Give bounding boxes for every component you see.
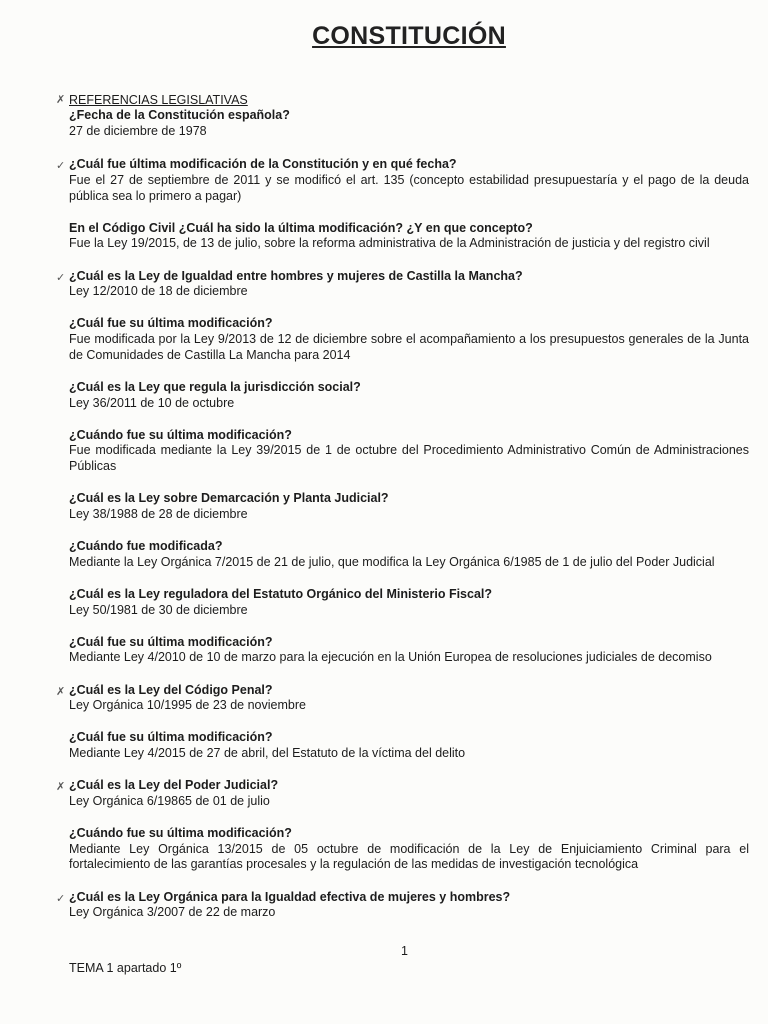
question: ¿Cuál es la Ley del Poder Judicial?	[69, 778, 279, 793]
answer: Fue modificada por la Ley 9/2013 de 12 de diciembre sobre el acompañamiento a los presupuestos generales de la Junta de Comunidades de Castilla La Mancha para 2014	[69, 331, 749, 362]
answer: Ley 12/2010 de 18 de diciembre	[69, 284, 248, 299]
answer: Fue la Ley 19/2015, de 13 de julio, sobre la reforma administrativa de la Administración de justicia y del registro civil	[69, 236, 710, 251]
qa-item	[69, 587, 749, 618]
question: ¿Cuál es la Ley reguladora del Estatuto Orgánico del Ministerio Fiscal?	[69, 587, 493, 602]
answer: Mediante Ley 4/2010 de 10 de marzo para la ejecución en la Unión Europea de resoluciones judiciales de decomiso	[69, 650, 712, 665]
answer: 27 de diciembre de 1978	[69, 123, 207, 138]
answer: Fue el 27 de septiembre de 2011 y se modificó el art. 135 (concepto estabilidad presupuestaría y el pago de la deuda pública sea lo primero a pagar)	[69, 172, 749, 203]
handwritten-mark-icon: ✓	[56, 270, 66, 284]
qa-item	[69, 730, 749, 761]
qa-item	[69, 316, 749, 363]
question: ¿Cuándo fue su última modificación?	[69, 427, 292, 442]
qa-item	[56, 682, 749, 714]
question: ¿Cuál fue su última modificación?	[69, 634, 273, 649]
question: ¿Cuándo fue su última modificación?	[69, 826, 292, 841]
document-title: CONSTITUCIÓN	[312, 22, 506, 50]
question: ¿Cuál fue su última modificación?	[69, 316, 273, 331]
question: ¿Cuál es la Ley Orgánica para la Igualdad efectiva de mujeres y hombres?	[69, 889, 511, 904]
qa-item	[56, 157, 749, 204]
question: ¿Cuál fue última modificación de la Constitución y en qué fecha?	[69, 157, 457, 172]
handwritten-mark-icon: ✓	[56, 891, 66, 905]
answer: Mediante Ley Orgánica 13/2015 de 05 octubre de modificación de la Ley de Enjuiciamiento Criminal para el fortalecimiento de las garantías procesales y la regulación de las medidas de investigación tecnológica	[69, 841, 749, 872]
answer: Ley Orgánica 6/19865 de 01 de julio	[69, 793, 270, 808]
answer: Ley 38/1988 de 28 de diciembre	[69, 506, 248, 521]
answer: Mediante la Ley Orgánica 7/2015 de 21 de julio, que modifica la Ley Orgánica 6/1985 de 1 de julio del Poder Judicial	[69, 554, 715, 569]
qa-item	[69, 221, 749, 252]
qa-item	[69, 428, 749, 475]
handwritten-mark-icon: ✗	[56, 780, 66, 794]
question: ¿Cuál es la Ley sobre Demarcación y Planta Judicial?	[69, 491, 389, 506]
question: ¿Cuál es la Ley del Código Penal?	[69, 682, 273, 697]
question: ¿Fecha de la Constitución española?	[69, 108, 290, 122]
answer: Ley Orgánica 3/2007 de 22 de marzo	[69, 905, 276, 920]
qa-item	[56, 268, 749, 300]
handwritten-mark-icon: ✗	[56, 684, 66, 698]
qa-item	[69, 108, 749, 139]
handwritten-mark-icon: ✓	[56, 159, 66, 173]
qa-item	[69, 635, 749, 666]
answer: Ley 36/2011 de 10 de octubre	[69, 395, 235, 410]
qa-item	[69, 380, 749, 411]
question: ¿Cuándo fue modificada?	[69, 539, 223, 554]
question: ¿Cuál es la Ley de Igualdad entre hombres y mujeres de Castilla la Mancha?	[69, 268, 523, 283]
question: ¿Cuál fue su última modificación?	[69, 730, 273, 745]
answer: Ley 50/1981 de 30 de diciembre	[69, 602, 248, 617]
qa-item	[56, 889, 749, 921]
qa-item	[69, 491, 749, 522]
handwritten-mark-icon: ✗	[56, 93, 66, 106]
qa-item	[69, 539, 749, 570]
answer: Mediante Ley 4/2015 de 27 de abril, del Estatuto de la víctima del delito	[69, 745, 466, 760]
page-footer: TEMA 1 apartado 1º	[69, 961, 182, 975]
section-heading: REFERENCIAS LEGISLATIVAS	[69, 93, 248, 107]
answer: Ley Orgánica 10/1995 de 23 de noviembre	[69, 698, 306, 713]
question: ¿Cuál es la Ley que regula la jurisdicción social?	[69, 380, 361, 395]
page-number: 1	[401, 944, 408, 958]
qa-list	[56, 108, 749, 921]
question: En el Código Civil ¿Cuál ha sido la última modificación? ¿Y en que concepto?	[69, 220, 533, 235]
document-body	[56, 93, 749, 937]
answer: Fue modificada mediante la Ley 39/2015 de 1 de octubre del Procedimiento Administrativo Común de Administraciones Públicas	[69, 443, 749, 474]
qa-item	[56, 778, 749, 809]
section-block	[56, 93, 749, 108]
qa-item	[69, 826, 749, 873]
